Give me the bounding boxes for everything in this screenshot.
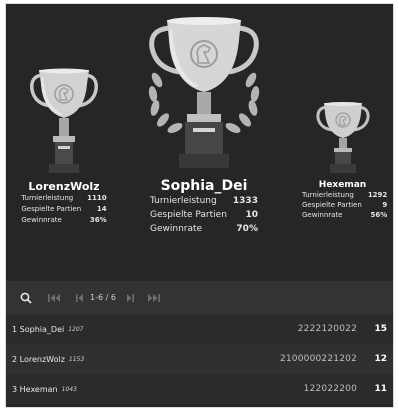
row-rank: 3 bbox=[12, 384, 18, 394]
row-player-name: Hexeman bbox=[19, 384, 58, 394]
stat-value: 10 bbox=[245, 210, 258, 220]
row-total: 15 bbox=[374, 324, 387, 334]
stat-label: Gespielte Partien bbox=[302, 201, 362, 209]
podium-first bbox=[134, 10, 274, 236]
stat-label: Gespielte Partien bbox=[150, 210, 227, 220]
player-stats bbox=[21, 193, 106, 226]
row-rank: 1 bbox=[12, 324, 18, 334]
first-page-icon[interactable] bbox=[48, 293, 60, 303]
stat-label: Gewinnrate bbox=[150, 224, 203, 234]
stat-label: Gewinnrate bbox=[21, 216, 62, 224]
row-total: 12 bbox=[374, 354, 387, 364]
table-row[interactable] bbox=[6, 374, 393, 404]
pager-range: 1-6 / 6 bbox=[90, 293, 116, 302]
row-rating: 1207 bbox=[68, 325, 84, 333]
table-row[interactable] bbox=[6, 344, 393, 374]
stat-value: 14 bbox=[96, 205, 107, 213]
podium-second bbox=[8, 66, 120, 226]
row-scores: 2222120022 bbox=[297, 324, 357, 334]
pager-toolbar bbox=[6, 281, 393, 314]
stat-value: 1333 bbox=[232, 196, 258, 206]
stat-value: 56% bbox=[370, 211, 388, 219]
stat-label: Gewinnrate bbox=[302, 211, 343, 219]
player-name: Sophia_Dei bbox=[160, 178, 248, 194]
podium-third bbox=[292, 100, 393, 220]
player-name: Hexeman bbox=[318, 180, 367, 190]
trophy-silver-icon bbox=[29, 66, 99, 174]
tournament-panel bbox=[6, 4, 393, 407]
trophy-bronze-icon bbox=[315, 100, 371, 174]
player-stats bbox=[302, 190, 387, 220]
next-page-icon[interactable] bbox=[126, 293, 134, 303]
stat-value: 9 bbox=[382, 201, 388, 209]
stat-label: Turnierleistung bbox=[150, 196, 217, 206]
previous-page-icon[interactable] bbox=[76, 293, 84, 303]
row-rating: 1153 bbox=[68, 355, 85, 363]
row-scores: 122022200 bbox=[303, 384, 357, 394]
table-row[interactable] bbox=[6, 314, 393, 344]
trophy-gold-icon bbox=[139, 10, 269, 172]
stat-value: 1292 bbox=[367, 191, 388, 199]
stat-label: Turnierleistung bbox=[302, 191, 354, 199]
search-icon[interactable] bbox=[20, 292, 32, 304]
row-scores: 2100000221202 bbox=[279, 354, 357, 364]
row-rank-name bbox=[12, 325, 64, 334]
row-total: 11 bbox=[374, 384, 387, 394]
stat-value: 36% bbox=[89, 216, 107, 224]
row-rank-name bbox=[12, 355, 65, 364]
player-stats bbox=[150, 194, 258, 236]
row-player-name: Sophia_Dei bbox=[19, 324, 65, 334]
stat-value: 70% bbox=[236, 224, 258, 234]
stat-label: Gespielte Partien bbox=[21, 205, 82, 213]
player-name: LorenzWolz bbox=[28, 180, 100, 193]
row-player-name: LorenzWolz bbox=[19, 354, 65, 364]
last-page-icon[interactable] bbox=[148, 293, 160, 303]
stat-label: Turnierleistung bbox=[21, 194, 74, 202]
row-rank-name bbox=[12, 385, 58, 394]
podium bbox=[6, 4, 393, 279]
stat-value: 1110 bbox=[87, 194, 107, 202]
row-rank: 2 bbox=[12, 354, 18, 364]
row-rating: 1043 bbox=[61, 385, 77, 393]
